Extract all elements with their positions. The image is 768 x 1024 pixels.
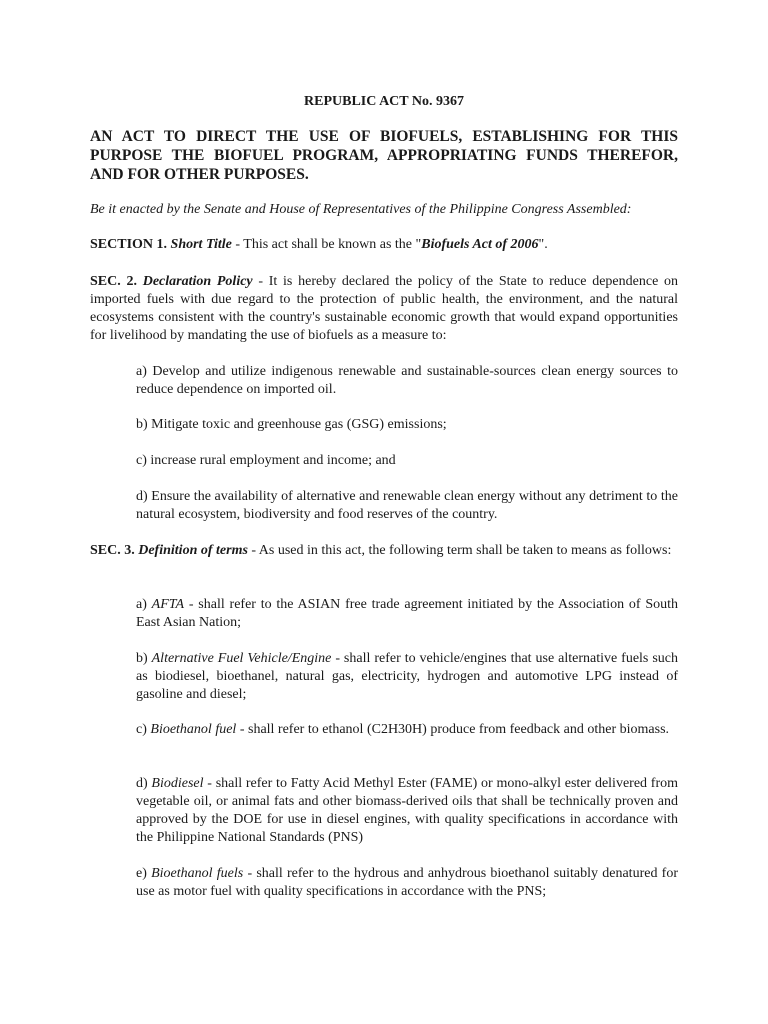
section-text: - This act shall be known as the " <box>231 237 422 252</box>
section-3 <box>90 542 678 560</box>
definition-text: - shall refer to the hydrous and anhydrous bioethanol suitably denatured for use as motor fuel with quality specifications in accordance with the PNS; <box>136 866 678 899</box>
sec2-item-a: a) Develop and utilize indigenous renewable and sustainable-sources clean energy sources to reduce dependence on imported oil. <box>136 364 678 397</box>
section-1 <box>90 236 678 254</box>
act-long-title: AN ACT TO DIRECT THE USE OF BIOFUELS, ESTABLISHING FOR THIS PURPOSE THE BIOFUEL PROGRAM, APPROPRIATING FUNDS THEREFOR, AND FOR OTHER PURPOSES. <box>90 128 678 183</box>
definition-b <box>136 650 678 704</box>
definition-letter: d) <box>136 776 152 791</box>
section-2 <box>90 273 678 345</box>
definition-letter: a) <box>136 597 152 612</box>
section-number: SEC. 3. <box>90 543 135 558</box>
definition-term: AFTA <box>151 597 185 612</box>
definition-term: Bioethanol fuel <box>150 722 237 737</box>
definition-c <box>136 721 678 739</box>
definition-text: - shall refer to vehicle/engines that use alternative fuels such as biodiesel, bioethanel, natural gas, electricity, hydrogen and automotive LPG instead of gasoline and diesel; <box>136 651 678 702</box>
sec2-item-d: d) Ensure the availability of alternative and renewable clean energy without any detriment to the natural ecosystem, biodiversity and food reserves of the country. <box>136 489 678 522</box>
short-title-text: Biofuels Act of 2006 <box>421 237 539 252</box>
section-text-end: ". <box>538 237 548 252</box>
section-text: - It is hereby declared the policy of the State to reduce dependence on imported fuels with due regard to the protection of public health, the environment, and the natural ecosystems consistent with the country's sustainable economic growth that would expand opportunities for livelihood by mandating the use of biofuels as a measure to: <box>90 274 679 343</box>
section-heading: Declaration Policy <box>142 274 253 289</box>
definition-letter: e) <box>136 866 152 881</box>
definition-text: - shall refer to Fatty Acid Methyl Ester (FAME) or mono-alkyl ester delivered from vegetable oil, or animal fats and other biomass-derived oils that shall be technically proven and approved by the DOE for use in diesel engines, with quality specifications in accordance with the Philippine National Standards (PNS) <box>136 776 678 845</box>
definition-e <box>136 865 678 901</box>
act-title: REPUBLIC ACT No. 9367 <box>304 94 464 109</box>
definition-letter: c) <box>136 722 151 737</box>
sec2-item-c: c) increase rural employment and income; and <box>136 453 396 468</box>
definition-term: Alternative Fuel Vehicle/Engine <box>151 651 332 666</box>
definition-a <box>136 596 678 632</box>
definition-d <box>136 775 678 847</box>
definition-text: - shall refer to ethanol (C2H30H) produce from feedback and other biomass. <box>236 722 670 737</box>
definition-text: - shall refer to the ASIAN free trade agreement initiated by the Association of South East Asian Nation; <box>136 597 678 630</box>
sec2-item-b: b) Mitigate toxic and greenhouse gas (GSG) emissions; <box>136 417 447 432</box>
section-text: - As used in this act, the following term shall be taken to means as follows: <box>247 543 672 558</box>
section-number: SECTION 1. <box>90 237 168 252</box>
enacting-clause: Be it enacted by the Senate and House of Representatives of the Philippine Congress Assembled: <box>90 202 632 217</box>
section-heading: Definition of terms <box>138 543 248 558</box>
section-heading: Short Title <box>170 237 232 252</box>
section-number: SEC. 2. <box>90 274 137 289</box>
definition-term: Bioethanol fuels <box>151 866 244 881</box>
definition-term: Biodiesel <box>151 776 204 791</box>
definition-letter: b) <box>136 651 152 666</box>
